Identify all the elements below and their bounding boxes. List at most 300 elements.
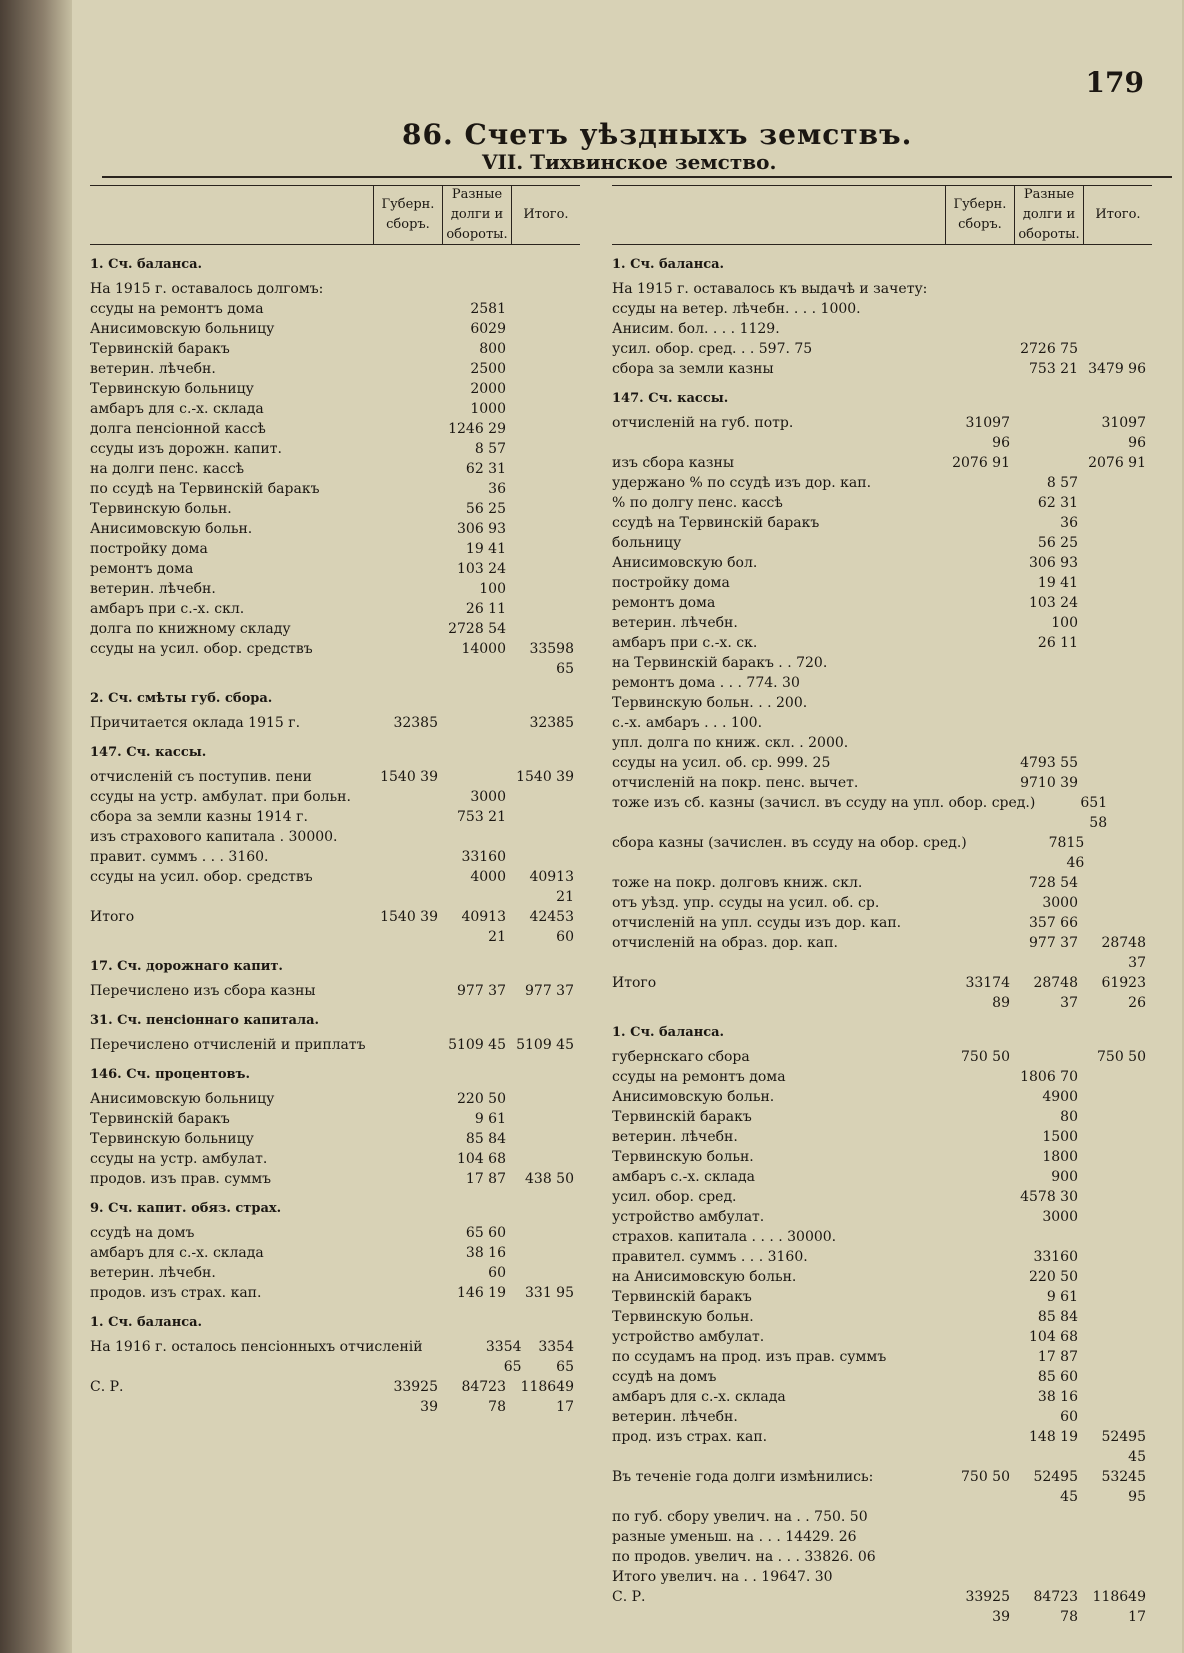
row-value-a: 33925 39 [965,1589,1010,1625]
ledger-row [90,1377,580,1417]
row-value-b: 56 25 [465,501,506,517]
ledger-row [90,279,580,299]
row-label: тоже изъ сб. казны (зачисл. въ ссуду на упл. обор. сред.) [612,795,1036,811]
ledger-row [612,1427,1152,1467]
row-label: изъ сбора казны [612,455,734,471]
row-label: постройку дома [612,575,730,591]
row-label: Тервинскую больн. [612,1149,754,1165]
row-label: Анисимовскую бол. [612,555,758,571]
row-label: отчисленій на губ. потр. [612,415,794,431]
row-value-b: 2000 [470,381,506,397]
row-value-b: 7815 46 [1048,835,1085,871]
row-value-b: 85 84 [465,1131,506,1147]
ledger-row [90,1149,580,1169]
ledger-row [612,1247,1152,1267]
row-label: долга пенсіонной кассѣ [90,421,266,437]
row-value-b: 651 58 [1080,795,1108,831]
row-label: по ссудѣ на Тервинскій баракъ [90,481,320,497]
ledger-row [612,693,1152,713]
ledger-row [612,1067,1152,1087]
row-label: изъ страхового капитала . 30000. [90,829,338,845]
header-col3: Итого. [1083,186,1152,244]
ledger-row [612,1107,1152,1127]
row-value-b: 40913 21 [461,909,506,945]
row-value-b: 148 19 [1029,1429,1078,1445]
ledger-row [612,533,1152,553]
row-value-c: 331 95 [525,1285,574,1301]
left-ledger-body [90,255,580,1417]
header-col1: Губерн. сборъ. [945,186,1014,244]
row-label: Тервинскій баракъ [90,341,230,357]
row-value-b: 9 61 [474,1111,506,1127]
row-value-b: 28748 37 [1033,975,1078,1011]
row-label: ссуды на ветер. лѣчебн. . . . 1000. [612,301,861,317]
header-col3: Итого. [511,186,580,244]
row-value-a: 33925 39 [393,1379,438,1415]
row-label: Тервинскій баракъ [612,1289,752,1305]
row-value-b: 357 66 [1029,915,1078,931]
row-label: Итого увелич. на . . 19647. 30 [612,1569,833,1585]
ledger-row [612,913,1152,933]
row-label: по продов. увелич. на . . . 33826. 06 [612,1549,876,1565]
section-title: 17. Сч. дорожнаго капит. [90,959,283,974]
row-value-b: 33160 [461,849,506,865]
row-value-b: 103 24 [457,561,506,577]
row-label: ветерин. лѣчебн. [612,1409,738,1425]
row-label: ссудѣ на Тервинскій баракъ [612,515,820,531]
row-value-c: 438 50 [525,1171,574,1187]
row-value-b: 4578 30 [1020,1189,1078,1205]
ledger-row [612,493,1152,513]
row-value-b: 103 24 [1029,595,1078,611]
ledger-row [612,473,1152,493]
row-label: Перечислено отчисленій и приплатъ [90,1037,366,1053]
row-label: ссуды изъ дорожн. капит. [90,441,282,457]
ledger-row [90,1089,580,1109]
row-value-c: 1540 39 [516,769,574,785]
row-label: Анисимовскую больн. [612,1089,775,1105]
left-ledger [90,185,580,1417]
row-value-b: 26 11 [465,601,506,617]
row-label: На 1915 г. оставалось долгомъ: [90,281,324,297]
section-title: 1. Сч. баланса. [612,257,725,272]
ledger-row [90,639,580,679]
row-value-c: 5109 45 [516,1037,574,1053]
row-value-b: 19 41 [1037,575,1078,591]
row-value-b: 85 60 [1037,1369,1078,1385]
row-label: ремонтъ дома [612,595,716,611]
section-title: 31. Сч. пенсіоннаго капитала. [90,1013,320,1028]
ledger-row [90,1283,580,1303]
ledger-row [90,827,580,847]
row-label: амбаръ для с.-х. склада [90,1245,264,1261]
row-value-b: 26 11 [1037,635,1078,651]
row-value-c: 118649 17 [520,1379,574,1415]
ledger-row [612,973,1152,1013]
right-ledger-body [612,255,1152,1627]
row-value-a: 31097 96 [965,415,1010,451]
row-value-c: 53245 95 [1101,1469,1146,1505]
ledger-row [612,1147,1152,1167]
ledger-row [90,1337,580,1377]
ledger-row [612,753,1152,773]
ledger-row [90,713,580,733]
row-label: усил. обор. сред. . . 597. 75 [612,341,813,357]
ledger-row [612,1527,1152,1547]
ledger-row [612,1347,1152,1367]
ledger-row [612,1407,1152,1427]
row-value-b: 33160 [1033,1249,1078,1265]
header-col1: Губерн. сборъ. [373,186,442,244]
row-value-c: 42453 60 [529,909,574,945]
row-label: Тервинскую больн. [90,501,232,517]
book-spine [0,0,72,1653]
ledger-row [612,1467,1152,1507]
row-value-b: 17 87 [465,1171,506,1187]
ledger-row [90,459,580,479]
section-title: 1. Сч. баланса. [612,1025,725,1040]
row-value-b: 19 41 [465,541,506,557]
row-value-b: 220 50 [457,1091,506,1107]
row-label: постройку дома [90,541,208,557]
ledger-row [612,513,1152,533]
row-label: отчисленій на покр. пенс. вычет. [612,775,859,791]
ledger-row [612,713,1152,733]
ledger-row [90,379,580,399]
row-value-b: 60 [1060,1409,1078,1425]
row-label: по ссудамъ на прод. изъ прав. суммъ [612,1349,887,1365]
ledger-row [90,339,580,359]
row-label: ссуды на усил. обор. средствъ [90,641,313,657]
row-value-c: 3479 96 [1088,361,1146,377]
row-label: амбаръ при с.-х. скл. [90,601,245,617]
row-label: ветерин. лѣчебн. [90,361,216,377]
row-value-b: 62 31 [1037,495,1078,511]
ledger-row [612,339,1152,359]
row-label: ветерин. лѣчебн. [612,1129,738,1145]
row-label: тоже на покр. долговъ книж. скл. [612,875,863,891]
ledger-row [90,981,580,1001]
header-col2: Разные долги и обороты. [1014,186,1083,244]
row-label: разные уменьш. на . . . 14429. 26 [612,1529,857,1545]
section-title: 2. Сч. смѣты губ. сбора. [90,691,273,706]
ledger-row [90,847,580,867]
ledger-row [90,1243,580,1263]
ledger-row [90,907,580,947]
row-value-b: 84723 78 [1033,1589,1078,1625]
ledger-row [612,933,1152,973]
row-value-b: 9710 39 [1020,775,1078,791]
row-value-c: 28748 37 [1101,935,1146,971]
ledger-row [612,1227,1152,1247]
ledger-row [612,1207,1152,1227]
row-value-b: 3000 [1042,895,1078,911]
row-label: Тервинскій баракъ [90,1111,230,1127]
row-value-b: 84723 78 [461,1379,506,1415]
ledger-row [90,299,580,319]
section-title: 147. Сч. кассы. [612,391,729,406]
row-label: ремонтъ дома [90,561,194,577]
ledger-row [612,1127,1152,1147]
section-title: 1. Сч. баланса. [90,257,203,272]
row-value-c: 750 50 [1097,1049,1146,1065]
row-value-c: 32385 [529,715,574,731]
row-label: сбора за земли казны [612,361,774,377]
row-label: С. Р. [90,1379,124,1395]
row-value-b: 6029 [470,321,506,337]
row-label: ветерин. лѣчебн. [612,615,738,631]
row-label: упл. долга по книж. скл. . 2000. [612,735,849,751]
ledger-row [612,1367,1152,1387]
row-value-b: 100 [479,581,506,597]
row-label: продов. изъ страх. кап. [90,1285,262,1301]
row-value-a: 32385 [393,715,438,731]
ledger-row [612,279,1152,299]
row-value-a: 750 50 [961,1469,1010,1485]
row-value-c: 2076 91 [1088,455,1146,471]
row-value-c: 977 37 [525,983,574,999]
row-value-b: 4000 [470,869,506,885]
right-ledger [612,185,1152,1627]
row-label: продов. изъ прав. суммъ [90,1171,272,1187]
ledger-row [612,873,1152,893]
row-label: устройство амбулат. [612,1329,765,1345]
row-value-b: 3354 65 [485,1339,522,1375]
row-value-b: 3000 [470,789,506,805]
row-value-b: 36 [1060,515,1078,531]
ledger-row [90,1169,580,1189]
ledger-row [612,1547,1152,1567]
row-value-c: 61923 26 [1101,975,1146,1011]
row-label: больницу [612,535,682,551]
ledger-row [90,419,580,439]
row-label: страхов. капитала . . . . 30000. [612,1229,837,1245]
ledger-row [612,573,1152,593]
row-label: сбора за земли казны 1914 г. [90,809,308,825]
row-label: С. Р. [612,1589,646,1605]
row-label: ремонтъ дома . . . 774. 30 [612,675,800,691]
row-value-b: 38 16 [1037,1389,1078,1405]
ledger-row [90,499,580,519]
ledger-row [612,1307,1152,1327]
ledger-row [612,413,1152,453]
row-value-b: 1800 [1042,1149,1078,1165]
ledger-row [90,1035,580,1055]
row-value-b: 728 54 [1029,875,1078,891]
row-value-b: 8 57 [474,441,506,457]
ledger-row [90,359,580,379]
ledger-row [90,1109,580,1129]
row-label: устройство амбулат. [612,1209,765,1225]
page-subtitle: VII. Тихвинское земство. [482,150,777,174]
row-value-b: 753 21 [1029,361,1078,377]
ledger-row [612,1327,1152,1347]
row-label: амбаръ при с.-х. ск. [612,635,758,651]
row-label: губернскаго сбора [612,1049,750,1065]
row-value-c: 40913 21 [529,869,574,905]
row-value-b: 753 21 [457,809,506,825]
ledger-row [612,299,1152,319]
row-value-b: 56 25 [1037,535,1078,551]
page-title: 86. Счетъ уѣздныхъ земствъ. [402,118,913,151]
row-label: ветерин. лѣчебн. [90,581,216,597]
row-value-b: 2581 [470,301,506,317]
row-label: ссуды на ремонтъ дома [612,1069,786,1085]
row-value-b: 9 61 [1046,1289,1078,1305]
row-value-b: 14000 [461,641,506,657]
row-label: усил. обор. сред. [612,1189,737,1205]
row-label: с.-х. амбаръ . . . 100. [612,715,763,731]
document-page [72,0,1182,1653]
ledger-row [612,319,1152,339]
ledger-row [612,1567,1152,1587]
ledger-row [612,833,1152,873]
row-label: амбаръ с.-х. склада [612,1169,755,1185]
row-label: правител. суммъ . . . 3160. [612,1249,808,1265]
row-label: Тервинскій баракъ [612,1109,752,1125]
row-value-b: 220 50 [1029,1269,1078,1285]
row-value-b: 65 60 [465,1225,506,1241]
row-value-b: 977 37 [1029,935,1078,951]
row-label: ссуды на устр. амбулат. при больн. [90,789,351,805]
ledger-row [612,1167,1152,1187]
row-value-b: 1806 70 [1020,1069,1078,1085]
row-value-b: 5109 45 [448,1037,506,1053]
row-label: Итого [612,975,657,991]
ledger-row [90,867,580,907]
ledger-row [612,613,1152,633]
row-value-b: 146 19 [457,1285,506,1301]
row-label: отчисленій съ поступив. пени [90,769,312,785]
ledger-row [90,807,580,827]
row-value-a: 33174 89 [965,975,1010,1011]
ledger-row [612,773,1152,793]
ledger-row [612,653,1152,673]
row-label: ссуды на усил. об. ср. 999. 25 [612,755,831,771]
ledger-row [612,1507,1152,1527]
row-value-b: 900 [1051,1169,1078,1185]
ledger-row [612,1267,1152,1287]
ledger-row [612,593,1152,613]
ledger-row [90,1223,580,1243]
row-value-b: 1500 [1042,1129,1078,1145]
row-label: отчисленій на образ. дор. кап. [612,935,838,951]
ledger-row [612,1387,1152,1407]
row-value-b: 17 87 [1037,1349,1078,1365]
ledger-row [612,1047,1152,1067]
row-label: ссудѣ на домъ [612,1369,717,1385]
row-value-b: 100 [1051,615,1078,631]
row-value-b: 306 93 [1029,555,1078,571]
row-label: ветерин. лѣчебн. [90,1265,216,1281]
row-label: по губ. сбору увелич. на . . 750. 50 [612,1509,868,1525]
row-value-b: 306 93 [457,521,506,537]
row-label: сбора казны (зачислен. въ ссуду на обор. сред.) [612,835,967,851]
row-value-b: 85 84 [1037,1309,1078,1325]
ledger-row [90,559,580,579]
row-label: Анисимовскую больницу [90,321,275,337]
row-value-b: 977 37 [457,983,506,999]
row-value-b: 1246 29 [448,421,506,437]
row-value-b: 2500 [470,361,506,377]
ledger-row [612,359,1152,379]
left-table-header [90,185,580,245]
row-value-a: 2076 91 [952,455,1010,471]
row-value-a: 750 50 [961,1049,1010,1065]
ledger-row [90,319,580,339]
ledger-row [90,619,580,639]
row-value-b: 2726 75 [1020,341,1078,357]
row-value-b: 8 57 [1046,475,1078,491]
ledger-row [90,599,580,619]
ledger-row [612,1287,1152,1307]
section-title: 9. Сч. капит. обяз. страх. [90,1201,282,1216]
ledger-row [612,1087,1152,1107]
ledger-row [90,539,580,559]
ledger-row [612,793,1152,833]
row-value-c: 52495 45 [1101,1429,1146,1465]
row-label: Анисимовскую больницу [90,1091,275,1107]
row-value-b: 38 16 [465,1245,506,1261]
row-label: амбаръ для с.-х. склада [612,1389,786,1405]
row-label: % по долгу пенс. кассѣ [612,495,783,511]
row-label: отчисленій на упл. ссуды изъ дор. кап. [612,915,902,931]
row-label: Тервинскую больницу [90,1131,254,1147]
ledger-row [90,1263,580,1283]
page-number: 179 [1085,66,1144,99]
row-value-b: 104 68 [1029,1329,1078,1345]
ledger-row [90,579,580,599]
row-label: на долги пенс. кассѣ [90,461,245,477]
row-label: прод. изъ страх. кап. [612,1429,768,1445]
ledger-row [90,767,580,787]
row-value-b: 60 [488,1265,506,1281]
ledger-row [612,733,1152,753]
ledger-row [90,479,580,499]
section-title: 146. Сч. процентовъ. [90,1067,251,1082]
row-label: ссудѣ на домъ [90,1225,195,1241]
ledger-row [90,439,580,459]
ledger-row [90,519,580,539]
row-label: Тервинскую больницу [90,381,254,397]
row-value-b: 800 [479,341,506,357]
row-value-c: 118649 17 [1092,1589,1146,1625]
right-table-header [612,185,1152,245]
row-label: правит. суммъ . . . 3160. [90,849,269,865]
section-title: 147. Сч. кассы. [90,745,207,760]
row-value-b: 52495 45 [1033,1469,1078,1505]
row-label: На 1916 г. осталось пенсіонныхъ отчисленій [90,1339,423,1355]
row-label: удержано % по ссудѣ изъ дор. кап. [612,475,872,491]
row-label: Перечислено изъ сбора казны [90,983,316,999]
ledger-row [612,673,1152,693]
row-value-a: 1540 39 [380,909,438,925]
row-label: на Тервинскій баракъ . . 720. [612,655,828,671]
row-label: ссуды на усил. обор. средствъ [90,869,313,885]
header-rule [102,176,1172,178]
section-title: 1. Сч. баланса. [90,1315,203,1330]
header-col2: Разные долги и обороты. [442,186,511,244]
row-label: амбаръ для с.-х. склада [90,401,264,417]
ledger-row [612,553,1152,573]
row-value-b: 104 68 [457,1151,506,1167]
row-value-b: 4793 55 [1020,755,1078,771]
row-value-b: 80 [1060,1109,1078,1125]
row-label: отъ уѣзд. упр. ссуды на усил. об. ср. [612,895,880,911]
row-label: на Анисимовскую больн. [612,1269,797,1285]
ledger-row [612,633,1152,653]
row-label: На 1915 г. оставалось къ выдачѣ и зачету: [612,281,928,297]
